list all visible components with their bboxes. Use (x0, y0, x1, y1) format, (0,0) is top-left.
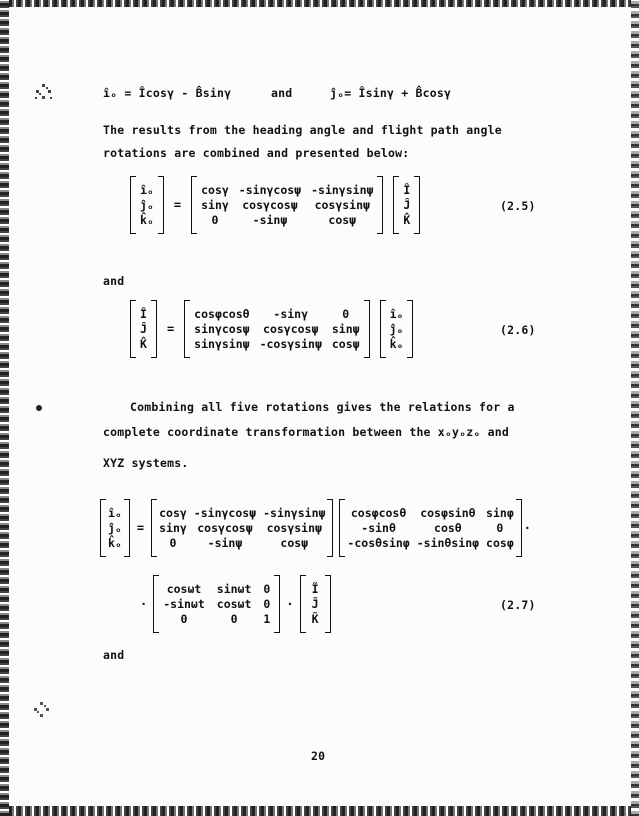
equals-sign: = (173, 198, 182, 212)
scan-edge-top (0, 0, 639, 7)
multiply-dot: · (140, 597, 148, 611)
matrix-lhs: îₒ ĵₒ k̂ₒ (108, 506, 122, 550)
equation-2-5 (130, 176, 420, 234)
rotation-matrix: cosφcosθ -sinγ 0 sinγcosψ cosγcosψ sinψ sinγsinψ -cosγsinψ cosψ (194, 307, 360, 351)
equation-number: (2.5) (500, 199, 536, 213)
matrix-lhs: Î Ĵ K̂ (140, 307, 147, 351)
matrix-rhs: Î Ĵ K̂ (403, 183, 411, 227)
equals-sign: = (136, 521, 145, 535)
rotation-matrix-1: cosγ -sinγcosψ -sinγsinψ sinγ cosγcosψ cosγsinψ 0 -sinψ cosψ (159, 506, 326, 550)
equation-number: (2.6) (500, 323, 536, 337)
and-word: and (271, 86, 293, 100)
scan-dot (36, 405, 42, 411)
equation-2-7-continued (140, 575, 331, 633)
body-text-line: Combining all five rotations gives the relations for a (130, 400, 515, 414)
unit-vector-jo: ĵₒ= Îsinγ + B̂cosγ (330, 86, 452, 100)
equation-number: (2.7) (500, 598, 536, 612)
equals-sign: = (166, 322, 175, 336)
multiply-dot: · (286, 597, 294, 611)
equation-2-7 (100, 499, 533, 557)
matrix-lhs: îₒ ĵₒ k̂ₒ (140, 183, 154, 227)
rotation-matrix-2: cosφcosθ cosφsinθ sinφ -sinθ cosθ 0 -cosθsinφ -sinθsinφ cosφ (347, 506, 514, 550)
scan-edge-left (0, 0, 9, 816)
body-text-line: XYZ systems. (103, 456, 189, 470)
unit-vector-io: îₒ = Îcosγ - B̂sinγ (103, 86, 232, 100)
and-word: and (103, 274, 125, 288)
and-word: and (103, 648, 125, 662)
body-text-line: rotations are combined and presented below: (103, 146, 410, 160)
matrix-rhs: îₒ ĵₒ k̂ₒ (389, 307, 404, 351)
scan-speck (30, 700, 54, 724)
body-text-line: complete coordinate transformation between the xₒyₒzₒ and (103, 425, 510, 439)
body-text-line: The results from the heading angle and flight path angle (103, 123, 502, 137)
page-number: 20 (311, 749, 326, 763)
equation-2-6 (130, 300, 413, 358)
scan-speck (32, 82, 56, 106)
earth-rotation-matrix: cosωt sinωt 0 -sinωt cosωt 0 0 0 1 (163, 582, 271, 626)
scan-edge-right (631, 0, 639, 816)
rotation-matrix: cosγ -sinγcosψ -sinγsinψ sinγ cosγcosψ cosγsinψ 0 -sinψ cosψ (201, 183, 374, 227)
scan-edge-bottom (0, 806, 639, 816)
multiply-dot: · (523, 521, 531, 535)
matrix-rhs: Ĩ J̃ K̃ (311, 582, 319, 626)
